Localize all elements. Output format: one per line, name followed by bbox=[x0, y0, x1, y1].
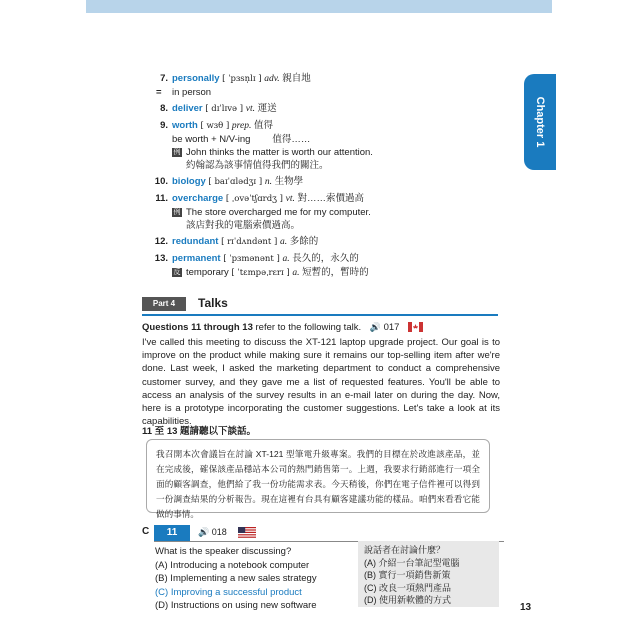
vocab-item bbox=[150, 102, 510, 116]
vocab-item bbox=[150, 235, 510, 249]
zh-option-b: (B) 實行一項銷售新策 bbox=[364, 570, 451, 580]
question-number: 11 bbox=[154, 525, 190, 541]
speaker-icon[interactable]: 🔊 bbox=[198, 527, 210, 537]
example-en: The store overcharged me for my computer. bbox=[186, 207, 371, 218]
equals-icon: = bbox=[156, 87, 162, 98]
synonym: in person bbox=[172, 87, 212, 98]
phonetic: [ rɪˈdʌndənt ] bbox=[221, 237, 278, 247]
zh-question-text: 說話者在討論什麼？ bbox=[364, 545, 446, 555]
antonym-zh: 短暫的，暫時的 bbox=[302, 267, 369, 278]
vocab-word: redundant bbox=[172, 236, 219, 247]
phrase: be worth + N/V-ing bbox=[172, 134, 251, 145]
phonetic: [ ˌovəˈtʃɑrdʒ ] bbox=[225, 194, 284, 204]
definition-zh: 運送 bbox=[257, 103, 277, 114]
definition-zh: 值得 bbox=[253, 120, 273, 131]
definition-zh: 親自地 bbox=[282, 73, 311, 84]
example-zh: 約翰認為該事情值得我們的關注。 bbox=[186, 160, 329, 171]
part-label: Part 4 bbox=[142, 297, 186, 311]
page-number: 13 bbox=[520, 602, 532, 613]
questions-range: Questions 11 through 13 bbox=[142, 322, 253, 333]
part-title: Talks bbox=[198, 296, 228, 310]
vocab-number: 9. bbox=[160, 120, 168, 131]
definition-zh: 對……索價過高 bbox=[297, 193, 365, 204]
vocab-word: personally bbox=[172, 73, 220, 84]
vocab-item bbox=[150, 192, 510, 232]
antonym-word: temporary bbox=[186, 267, 229, 278]
vocab-item bbox=[150, 72, 510, 99]
chapter-tab bbox=[524, 74, 556, 170]
zh-option-a: (A) 介紹一台筆記型電腦 bbox=[364, 557, 460, 568]
question-text: What is the speaker discussing? bbox=[155, 546, 292, 557]
option-d[interactable]: (D) Instructions on using new software bbox=[155, 600, 317, 611]
vocab-item bbox=[150, 252, 510, 280]
question-audio-track: 018 bbox=[211, 527, 227, 537]
part-of-speech: vt. bbox=[285, 194, 295, 204]
antonym-pos: a. bbox=[292, 268, 300, 278]
part-of-speech: a. bbox=[279, 237, 288, 247]
part-of-speech: vt. bbox=[245, 104, 255, 114]
option-b[interactable]: (B) Implementing a new sales strategy bbox=[155, 573, 317, 584]
phonetic: [ ˈpɜmənənt ] bbox=[223, 254, 280, 264]
zh-option-c: (C) 改良一項熱門產品 bbox=[364, 582, 451, 593]
example-zh: 該店對我的電腦索價過高。 bbox=[186, 220, 301, 231]
vocab-number: 10. bbox=[154, 176, 168, 187]
us-flag-icon bbox=[238, 527, 256, 539]
vocabulary-list bbox=[150, 72, 510, 283]
option-a[interactable]: (A) Introducing a notebook computer bbox=[155, 559, 310, 571]
talk-transcript: I've called this meeting to discuss the XT-121 laptop upgrade project. Our goal is to improve on the product while making sure it remains our top-selling item after we're done. Last week, I asked the marketing department to conduct a comprehensive customer survey, and they gave me a list of requested features. You'll be able to access an analysis of the survey results in an e-mail later on during the day. Now, here is a prototype incorporating the customer suggestions. Let's take a look at its capabilities. bbox=[142, 337, 500, 428]
vocab-word: worth bbox=[172, 120, 198, 131]
chinese-translation: 我召開本次會議旨在討論 XT-121 型筆電升級專案。我們的目標在於改進該產品，並在完成後，確保該產品穩站本公司的熱門銷售第一。上週，我要求行銷部進行一項全面的顧客調查，他們給了我一份功能需求表。今天稍後，你們在電子信件裡可以得到一份調查結果的分析報告。現在這裡有台具有顧客建議功能的樣品。咱們來看看它能做的事情。 bbox=[146, 439, 490, 513]
part-of-speech: n. bbox=[264, 177, 272, 187]
option-c-correct[interactable]: (C) Improving a successful product bbox=[155, 586, 302, 598]
example-icon: 例 bbox=[173, 209, 181, 216]
antonym-icon: 反 bbox=[173, 269, 181, 276]
zh-option-d: (D) 使用新軟體的方式 bbox=[364, 595, 451, 605]
antonym-phonetic: [ ˈtɛmpəˌrɛrɪ ] bbox=[231, 268, 290, 278]
example-icon: 例 bbox=[173, 149, 181, 156]
example-en: John thinks the matter is worth our attention. bbox=[186, 147, 373, 158]
question-audio[interactable] bbox=[198, 527, 227, 538]
definition-zh: 長久的，永久的 bbox=[292, 253, 359, 264]
vocab-item bbox=[150, 175, 510, 189]
audio-icon[interactable]: 🔊 bbox=[369, 322, 381, 332]
questions-heading bbox=[142, 322, 502, 333]
vocab-number: 11. bbox=[155, 193, 168, 204]
question-header bbox=[142, 525, 342, 541]
vocab-number: 12. bbox=[154, 236, 168, 247]
vocab-item bbox=[150, 119, 510, 172]
audio-track-number: 017 bbox=[383, 322, 400, 333]
answer-letter: C bbox=[142, 526, 150, 537]
canada-flag-icon bbox=[408, 322, 423, 332]
vocab-word: permanent bbox=[172, 253, 221, 264]
part-of-speech: prep. bbox=[231, 121, 252, 131]
phonetic: [ ˈpɜsn̩lɪ ] bbox=[222, 74, 262, 84]
vocab-number: 8. bbox=[160, 103, 168, 114]
phonetic: [ baɪˈɑlədʒɪ ] bbox=[208, 177, 263, 187]
part-header bbox=[142, 292, 498, 316]
top-color-bar bbox=[86, 0, 552, 13]
questions-instruction: refer to the following talk. bbox=[252, 322, 362, 333]
phonetic: [ dɪˈlɪvə ] bbox=[205, 104, 244, 114]
vocab-number: 13. bbox=[154, 253, 168, 264]
chapter-label: Chapter 1 bbox=[534, 96, 546, 148]
vocab-number: 7. bbox=[160, 73, 168, 84]
part-of-speech: adv. bbox=[264, 74, 280, 84]
phrase-zh: 值得…… bbox=[272, 134, 311, 145]
part-of-speech: a. bbox=[282, 254, 290, 264]
chinese-options bbox=[358, 541, 499, 607]
definition-zh: 生物學 bbox=[274, 176, 304, 187]
definition-zh: 多餘的 bbox=[289, 236, 319, 247]
chinese-heading: 11 至 13 題請聽以下談話。 bbox=[142, 426, 257, 437]
vocab-word: biology bbox=[172, 176, 206, 187]
question-options bbox=[155, 545, 317, 613]
phonetic: [ wɜθ ] bbox=[200, 121, 230, 131]
vocab-word: deliver bbox=[172, 103, 203, 114]
vocab-word: overcharge bbox=[172, 193, 224, 204]
